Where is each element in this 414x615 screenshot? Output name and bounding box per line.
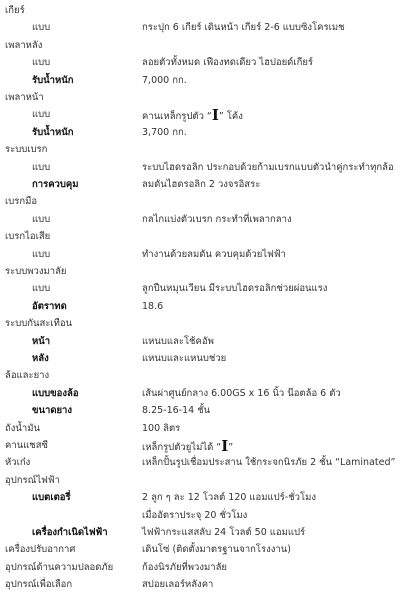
spec-value: กลไกแบ่งตัวเบรก กระทำที่เพลากลาง [142,213,292,225]
spec-row [0,72,414,90]
spec-section-row [0,315,414,333]
spec-value: ลอยตัวทั้งหมด เฟืองทดเดียว ไฮปอยด์เกียร์ [142,57,314,69]
spec-section-row [0,559,414,577]
spec-label: เครื่องกำเนิดไฟฟ้า [32,527,108,538]
spec-label: ขนาดยาง [32,405,73,417]
spec-label: การควบคุม [32,179,79,190]
spec-section-row [0,263,414,281]
section-heading: ระบบเบรก [5,144,48,156]
spec-row [0,280,414,298]
spec-value-text: ” [228,442,234,453]
spec-label: แบบ [32,213,51,225]
spec-row [0,385,414,403]
spec-row [0,524,414,542]
spec-section-row [0,576,414,594]
section-heading: เบรกมือ [5,196,38,208]
spec-value: ระบบไฮดรอลิก ประกอบด้วยก้ามเบรกแบบตัวนำคู่กระทำทุกล้อ [142,161,394,173]
spec-value: เดินโซ่ (ติดตั้งมาตรฐานจากโรงงาน) [142,544,291,556]
section-heading: เกียร์ [5,5,25,16]
section-heading: ระบบพวงมาลัย [5,266,67,277]
spec-row [0,19,414,37]
spec-row [0,402,414,420]
spec-value: แหนบและแหนบช่วย [142,353,227,364]
spec-value: 2 ลูก ๆ ละ 12 โวลต์ 120 แอมแปร์-ชั่วโมง [142,492,316,504]
spec-row [0,333,414,351]
spec-section-row [0,37,414,55]
spec-row [0,176,414,194]
spec-value: ลมดันไฮดรอลิก 2 วงจรอิสระ [142,179,261,190]
section-heading: เพลาหลัง [5,39,43,51]
spec-section-row [0,541,414,559]
spec-label: รับน้ำหนัก [32,74,74,86]
spec-value: 100 ลิตร [142,422,181,434]
spec-row [0,159,414,177]
spec-value: 7,000 กก. [142,74,187,86]
section-heading: คานแชสซี [5,440,49,451]
spec-section-row [0,193,414,211]
spec-label: รับน้ำหนัก [32,126,74,138]
spec-value: เหล็กปั้นรูปเชื่อมประสาน ใช้กระจกนิรภัย 2 ชั้น “Laminated” [142,457,396,469]
spec-section-row [0,141,414,159]
section-heading: หัวเก๋ง [5,457,31,469]
spec-section-row [0,454,414,472]
i-beam-glyph: I [221,437,229,455]
spec-label: แบบ [32,283,51,295]
section-heading: เบรกไอเสีย [5,231,51,243]
spec-value-text: ” โค้ง [218,111,243,123]
section-heading: อุปกรณ์ด้านความปลอดภัย [5,561,114,573]
section-heading: ถังน้ำมัน [5,422,40,434]
spec-row [0,298,414,316]
spec-value: สปอยเลอร์หลังคา [142,579,214,591]
spec-value: กระปุก 6 เกียร์ เดินหน้า เกียร์ 2-6 แบบซิงโครเมช [142,22,345,34]
spec-label: แบบ [32,109,51,121]
spec-row [0,124,414,142]
spec-row [0,246,414,264]
spec-label: แบตเตอรี่ [32,492,71,504]
spec-section-row [0,228,414,246]
spec-value: เส้นผ่าศูนย์กลาง 6.00GS x 16 นิ้ว น๊อตล้อ 6 ตัว [142,387,341,399]
spec-value: เมื่ออัตราประจุ 20 ชั่วโมง [142,509,248,521]
section-heading: ล้อและยาง [5,370,50,382]
spec-row [0,350,414,368]
spec-label: แบบ [32,22,51,34]
spec-value-text: เหล็กรูปตัวยูไม่ได้ “ [142,442,222,453]
section-heading: ระบบกันสะเทือน [5,318,73,330]
spec-row [0,211,414,229]
spec-section-row [0,367,414,385]
section-heading: อุปกรณ์ไฟฟ้า [5,474,60,486]
section-heading: เพลาหน้า [5,92,44,103]
spec-value: 8.25-16-14 ชั้น [142,405,211,417]
spec-label: หน้า [32,335,51,347]
spec-section-row [0,437,414,455]
spec-value: ก้องนิรภัยที่พวงมาลัย [142,561,228,573]
spec-value: 18.6 [142,300,164,312]
spec-value: แหนบและโช้คอัพ [142,335,214,347]
spec-label: แบบ [32,161,51,173]
spec-row [0,507,414,525]
spec-section-row [0,89,414,107]
spec-value: ทำงานด้วยลมดัน ควบคุมด้วยไฟฟ้า [142,248,286,260]
spec-label: แบบ [32,57,51,69]
spec-section-row [0,420,414,438]
section-heading: เครื่องปรับอากาศ [5,544,76,556]
spec-value: ลูกปืนหมุนเวียน มีระบบไฮดรอลิกช่วยผ่อนแรง [142,283,328,295]
spec-value-text: คานเหล็กรูปตัว “ [142,111,212,123]
spec-row [0,489,414,507]
spec-label: แบบ [32,248,51,260]
spec-row [0,106,414,124]
spec-section-row [0,2,414,20]
spec-section-row [0,472,414,490]
section-heading: อุปกรณ์เพื่อเลือก [5,579,73,591]
spec-value: ไฟฟ้ากระแสสลับ 24 โวลต์ 50 แอมแปร์ [142,527,306,538]
spec-label: แบบของล้อ [32,387,79,399]
spec-label: หลัง [32,353,49,364]
spec-row [0,54,414,72]
spec-label: อัตราทด [32,300,67,312]
i-beam-glyph: I [211,106,219,125]
spec-value: 3,700 กก. [142,126,187,138]
